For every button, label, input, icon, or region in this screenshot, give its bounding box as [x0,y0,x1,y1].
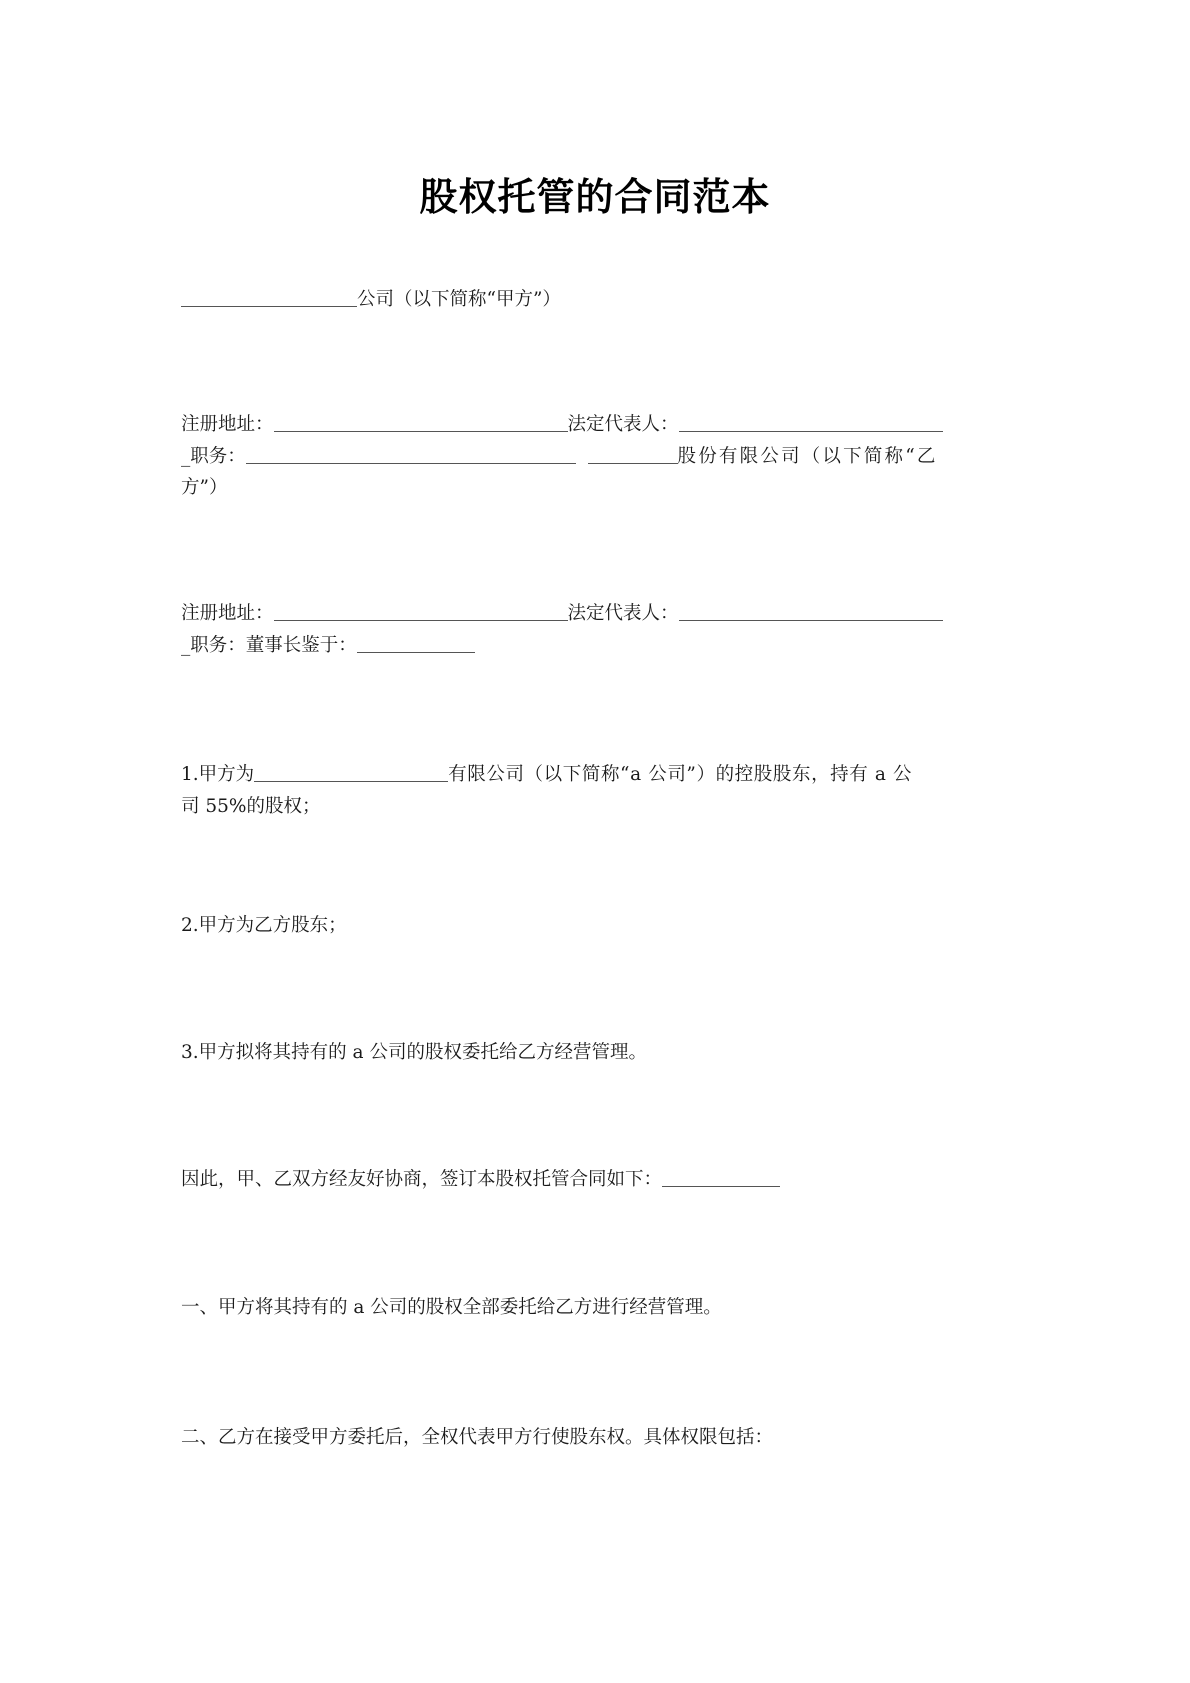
company-a-name-blank[interactable] [254,761,448,782]
recital-blank[interactable] [357,632,475,653]
clause-1: 一、甲方将其持有的 a 公司的股权全部委托给乙方进行经营管理。 [181,1297,722,1318]
rep-blank[interactable] [679,600,943,621]
address-blank[interactable] [274,411,568,432]
party-a-line [181,284,1011,316]
document-title: 股权托管的合同范本 [419,175,771,219]
recital-1 [181,759,1011,791]
agreement-intro [181,1164,1011,1196]
party-a-suffix: 公司（以下简称“甲方”） [357,289,561,310]
position-recital-label: _职务：董事长鉴于： [181,635,357,656]
party-a-address-line [181,409,1011,441]
rep-label: 法定代表人： [567,603,679,624]
intro-blank[interactable] [662,1166,780,1187]
address-label: 注册地址： [181,414,274,435]
party-b-name-blank[interactable] [588,443,678,464]
rep-label: 法定代表人： [567,414,679,435]
recital-1-cont: 司 55%的股权； [181,796,321,817]
recital-2: 2.甲方为乙方股东； [181,915,347,936]
position-blank[interactable] [246,443,576,464]
recital-3: 3.甲方拟将其持有的 a 公司的股权委托给乙方经营管理。 [181,1042,647,1063]
recital-1-prefix: 1.甲方为 [181,764,255,785]
position-label: _职务： [181,446,246,467]
recital-1-middle: 有限公司（以下简称“a 公司”）的控股股东，持有 a 公 [448,764,913,785]
party-a-position-line [181,441,1011,473]
party-b-suffix-cont: 方”） [181,477,228,498]
rep-blank[interactable] [679,411,943,432]
clause-2: 二、乙方在接受甲方委托后，全权代表甲方行使股东权。具体权限包括： [181,1427,774,1448]
address-label: 注册地址： [181,603,274,624]
agreement-intro-text: 因此，甲、乙双方经友好协商，签订本股权托管合同如下： [181,1169,663,1190]
address-blank[interactable] [274,600,568,621]
party-b-position-line [181,630,1011,662]
party-b-suffix: 股份有限公司（以下简称“乙 [677,446,938,467]
party-a-name-blank[interactable] [181,286,357,307]
party-b-address-line [181,598,1011,630]
